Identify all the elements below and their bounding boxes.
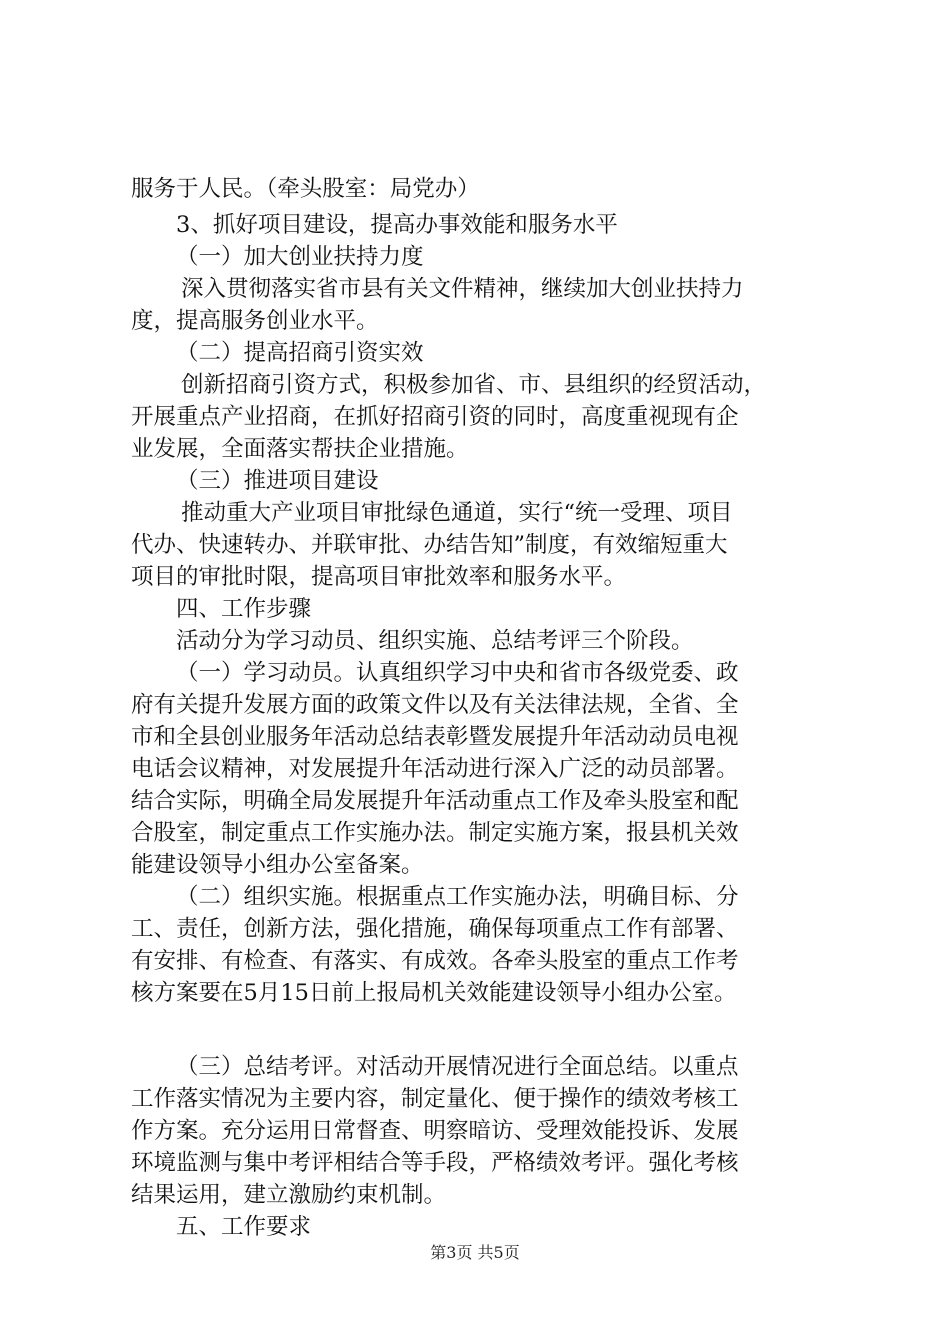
body-line: 业发展，全面落实帮扶企业措施。	[131, 436, 469, 462]
body-line: 度，提高服务创业水平。	[131, 308, 379, 334]
body-line: 活动分为学习动员、组织实施、总结考评三个阶段。	[176, 628, 694, 654]
body-line: 代办、快速转办、并联审批、办结告知”制度，有效缩短重大	[131, 532, 728, 558]
body-line: 电话会议精神，对发展提升年活动进行深入广泛的动员部署。	[131, 756, 739, 782]
body-line: （二）组织实施。根据重点工作实施办法，明确目标、分	[176, 884, 739, 910]
body-line: 合股室，制定重点工作实施办法。制定实施方案，报县机关效	[131, 820, 739, 846]
section-heading: 四、工作步骤	[176, 596, 312, 622]
body-line: 项目的审批时限，提高项目审批效率和服务水平。	[131, 564, 627, 590]
body-line: 能建设领导小组办公室备案。	[131, 852, 424, 878]
page-footer: 第3页 共5页	[430, 1243, 520, 1262]
body-line: 作方案。充分运用日常督查、明察暗访、受理效能投诉、发展	[131, 1118, 739, 1144]
body-line: （三）总结考评。对活动开展情况进行全面总结。以重点	[176, 1054, 739, 1080]
body-line: 府有关提升发展方面的政策文件以及有关法律法规，全省、全	[131, 692, 739, 718]
body-line: 环境监测与集中考评相结合等手段，严格绩效考评。强化考核	[131, 1150, 739, 1176]
section-heading: 3、抓好项目建设，提高办事效能和服务水平	[176, 212, 618, 238]
subsection-heading: （一）加大创业扶持力度	[176, 244, 424, 270]
body-line: 工作落实情况为主要内容，制定量化、便于操作的绩效考核工	[131, 1086, 739, 1112]
body-line: 工、责任，创新方法，强化措施，确保每项重点工作有部署、	[131, 916, 739, 942]
body-line: 结合实际，明确全局发展提升年活动重点工作及牵头股室和配	[131, 788, 739, 814]
body-line: 深入贯彻落实省市县有关文件精神，继续加大创业扶持力	[181, 276, 744, 302]
subsection-heading: （三）推进项目建设	[176, 468, 379, 494]
body-line: 市和全县创业服务年活动总结表彰暨发展提升年活动动员电视	[131, 724, 739, 750]
body-line: 创新招商引资方式，积极参加省、市、县组织的经贸活动，	[181, 372, 767, 398]
section-heading: 五、工作要求	[176, 1214, 312, 1240]
body-line: 核方案要在5月15日前上报局机关效能建设领导小组办公室。	[131, 980, 737, 1006]
body-line: 有安排、有检查、有落实、有成效。各牵头股室的重点工作考	[131, 948, 739, 974]
body-line: 服务于人民。（牵头股室：局党办）	[131, 176, 480, 202]
body-line: 推动重大产业项目审批绿色通道，实行“统一受理、项目	[181, 500, 733, 526]
body-line: 结果运用，建立激励约束机制。	[131, 1182, 447, 1208]
subsection-heading: （二）提高招商引资实效	[176, 340, 424, 366]
body-line: （一）学习动员。认真组织学习中央和省市各级党委、政	[176, 660, 739, 686]
body-line: 开展重点产业招商，在抓好招商引资的同时，高度重视现有企	[131, 404, 739, 430]
